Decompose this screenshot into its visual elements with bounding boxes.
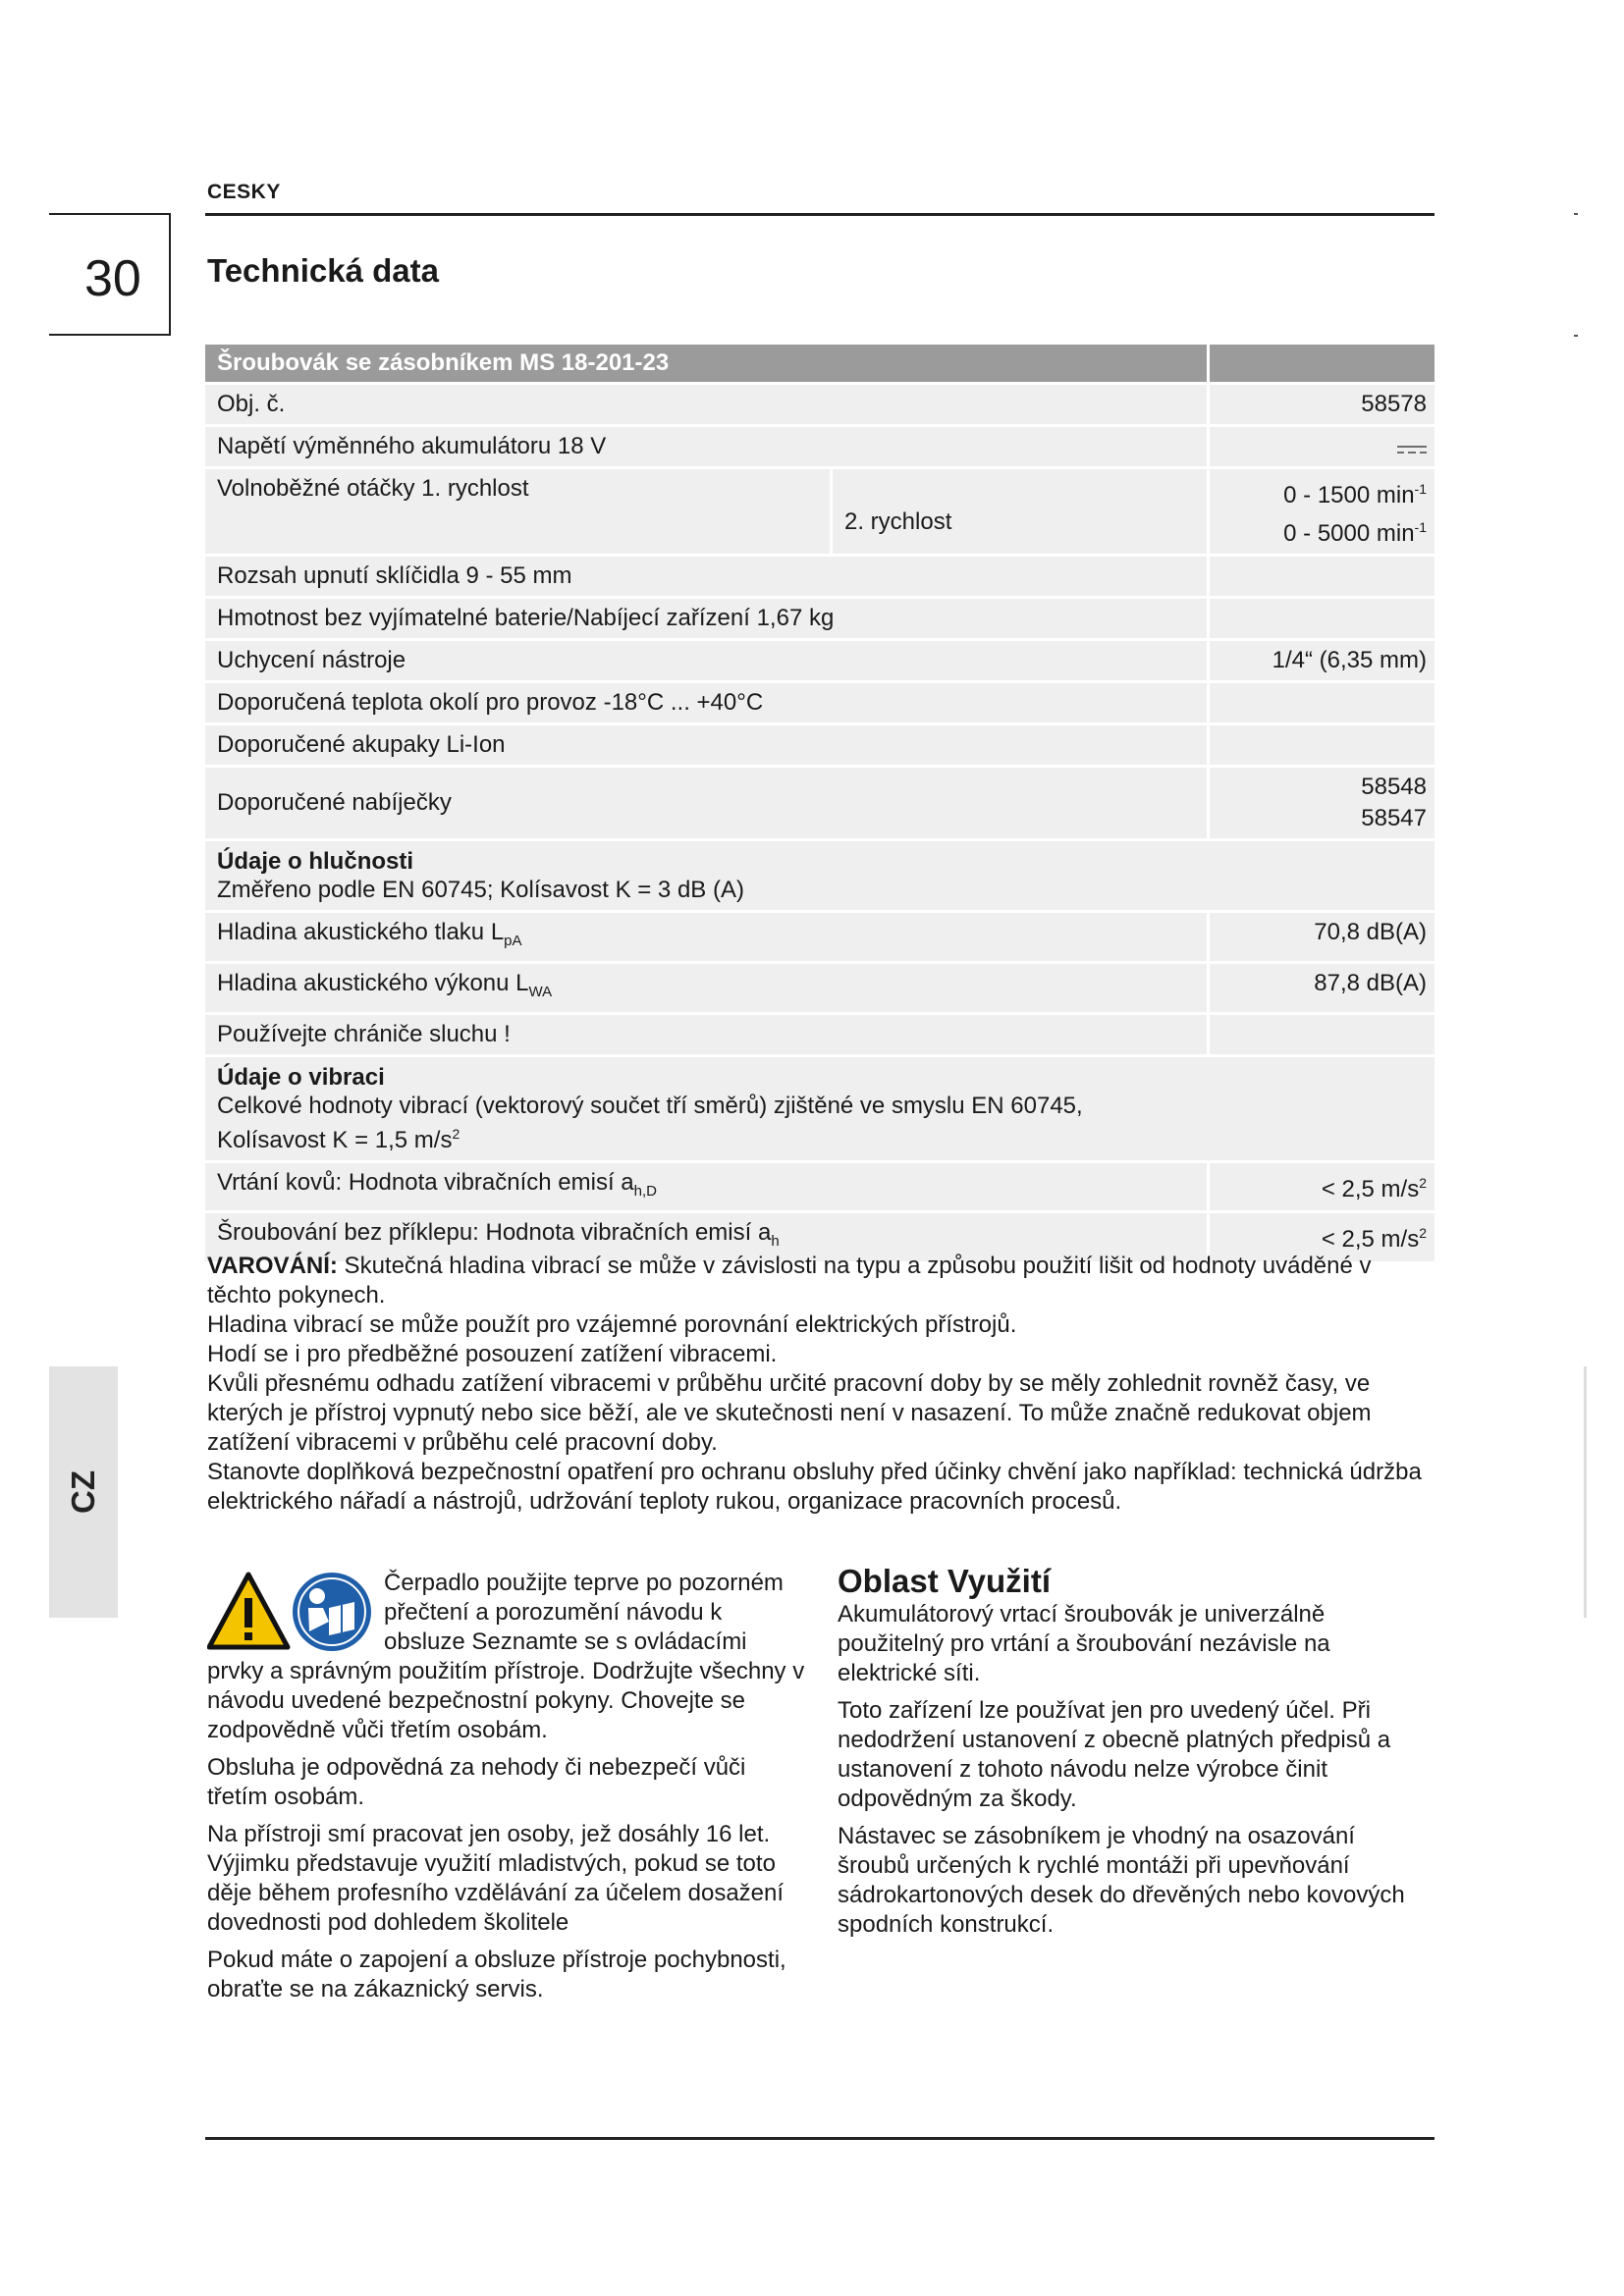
warning-label: VAROVÁNÍ: (207, 1253, 338, 1279)
spec-row-lwa: Hladina akustického výkonu $L_{WA}$ 87,8 dB(A) (205, 964, 1435, 1012)
safety-column: Čerpadlo použijte teprve po pozorném přečtení a porozumění návodu k obsluze Seznamte se s ovládacími prvky a správným použitím přístroje. Dodržujte všechny v návodu uvedené bezpečnostní pokyny. Chovejte se zodpovědně vůči třetím osobám. Obsluha je odpovědná za nehody či nebezpečí vůči třetím osobám. Na přístroji smí pracovat jen osoby, jež dosáhly 16 let. Výjimku představuje využití mladistvých, pokud se toto děje během profesního vzdělávání za účelem dosažení dovednosti pod dohledem školitele Pokud máte o zapojení a obsluze přístroje pochybnosti, obraťte se na zákaznický servis. (207, 1570, 805, 2002)
spec-row-weight: Hmotnost bez vyjímatelné baterie/Nabíjecí zařízení 1,67 kg (205, 599, 1435, 638)
bottom-rule (205, 2137, 1435, 2140)
vibration-warning: VAROVÁNÍ: Skutečná hladina vibrací se může v závislosti na typu a způsobu použití lišit od hodnoty uváděné v těchto pokynech. Hladina vibrací se může použít pro vzájemné porovnání elektrických přístrojů. Hodí se i pro předběžné posouzení zatížení vibracemi. Kvůli přesnému odhadu zatížení vibracemi v průběhu určité pracovní doby by se měly zohlednit rovněž časy, ve kterých je přístroj vypnutý nebo sice běží, ale ve skutečnosti není v nasazení. To může značně redukovat objem zatížení vibracemi v průběhu celé pracovní doby. Stanovte doplňková bezpečnostní opatření pro ochranu obsluhy před účinky chvění jako například: technická údržba elektrického nářadí a nástrojů, udržování teploty rukou, organizace pracovních procesů. (207, 1253, 1422, 1515)
warning-triangle-icon (209, 1575, 288, 1647)
spec-row-voltage: Napětí výměnného akumulátoru 18 V (205, 427, 1435, 466)
usage-heading: Oblast Využití (838, 1563, 1051, 1599)
spec-row-order: Obj. č. 58578 (205, 385, 1435, 424)
product-name: Šroubovák se zásobníkem MS 18-201-23 (205, 345, 1207, 382)
usage-column: Oblast Využití Akumulátorový vrtací šroubovák je univerzálně použitelný pro vrtání a šroubování nezávisle na elektrické síti. Toto zařízení lze používat jen pro uvedený účel. Při nedodržení ustanovení z obecně platných předpisů a ustanovení z tohoto návodu nelze výrobce činit odpovědným za škody. Nástavec se zásobníkem je vhodný na osazování šroubů určených k rychlé montáži při upevňování sádrokartonových desek do dřevěných nebo kovových spodních konstrukcí. (838, 1567, 1427, 1948)
spec-row-tool-holder: Uchycení nástroje 1/4“ (6,35 mm) (205, 641, 1435, 680)
spec-row-lpa: Hladina akustického tlaku $L_{pA}$ 70,8 dB(A) (205, 913, 1435, 961)
spec-row-noise-header: Údaje o hlučnosti Změřeno podle EN 60745; Kolísavost K = 3 dB (A) (205, 841, 1435, 910)
margin-tick (1574, 213, 1578, 215)
page-number: 30 (84, 250, 141, 307)
spec-row-vibration-header: Údaje o vibraci Celkové hodnoty vibrací (vektorový součet tří směrů) zjištěné ve smyslu EN 60745, Kolísavost K = 1,5 $m/s^2$ (205, 1057, 1435, 1160)
language-label: CESKY (207, 181, 281, 203)
spec-row-chargers: Doporučené nabíječky 58548 58547 (205, 768, 1435, 838)
spec-row-temperature: Doporučená teplota okolí pro provoz -18°C ... +40°C (205, 683, 1435, 722)
margin-line (1584, 1366, 1587, 1618)
spec-table (205, 345, 1435, 1264)
safety-icons (207, 1571, 374, 1653)
language-side-tab: CZ (49, 1366, 118, 1618)
spec-header-row (205, 345, 1435, 382)
top-rule (205, 213, 1435, 216)
page-title: Technická data (207, 252, 439, 289)
spec-row-batteries: Doporučené akupaky Li-Ion (205, 725, 1435, 765)
spec-row-speed: Volnoběžné otáčky 1. rychlost 2. rychlost 0 - 1500 $\min^{-1}$ 0 - 5000 $\min^{-1}$ (205, 469, 1435, 554)
spec-row-chuck: Rozsah upnutí sklíčidla 9 - 55 mm (205, 557, 1435, 596)
read-manual-icon (293, 1573, 371, 1651)
dc-current-icon (1397, 444, 1427, 455)
margin-tick (1574, 335, 1578, 337)
spec-row-screwing: Šroubování bez příklepu: Hodnota vibračních emisí $a_h$ < 2,5 $m/s^2$ (205, 1213, 1435, 1261)
spec-row-drilling: Vrtání kovů: Hodnota vibračních emisí $a_{h,D}$ < 2,5 $m/s^2$ (205, 1163, 1435, 1211)
spec-row-ear-protection: Používejte chrániče sluchu ! (205, 1015, 1435, 1054)
